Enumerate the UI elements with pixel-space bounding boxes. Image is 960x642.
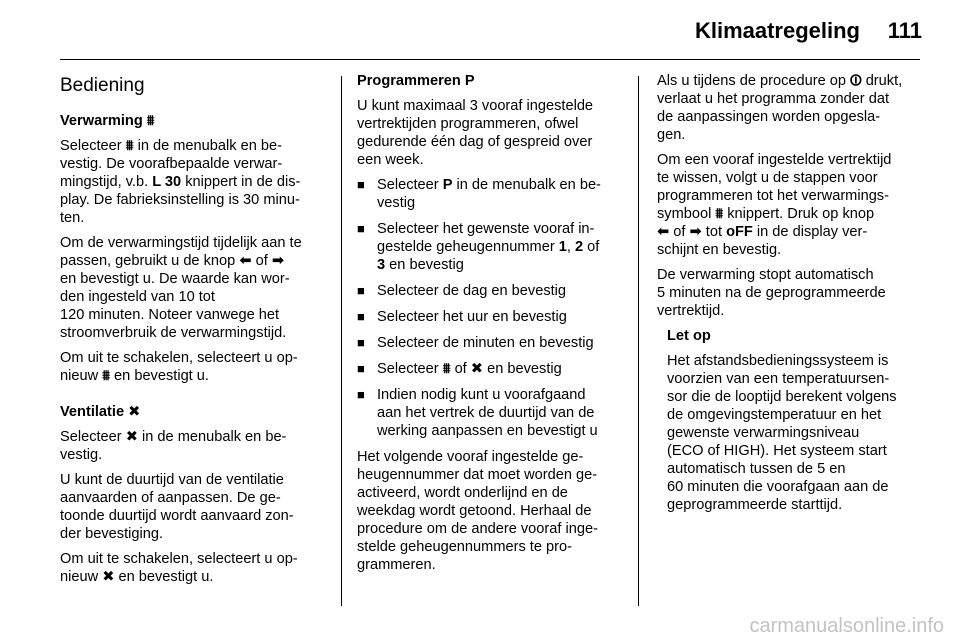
heat-icon: ⩩	[715, 206, 724, 222]
programming-intro: U kunt maximaal 3 vooraf ingestelde vertrektijden programmeren, ofwel gedurende één dag of gespreid over een week.	[357, 98, 594, 168]
column-divider-2	[638, 76, 639, 606]
heat-icon: ⩩	[442, 361, 451, 377]
display-code: oFF	[726, 224, 753, 240]
note-heading: Let op	[667, 328, 711, 344]
fan-icon: ✖	[128, 404, 141, 420]
list-item: ■ Selecteer het gewenste vooraf in- gestelde geheugennummer 1, 2 of 3 en bevestig	[357, 220, 629, 274]
programming-paragraph-2: Het volgende vooraf ingestelde ge- heugennummer dat moet worden ge- activeerd, wordt onderlijnd en de weekdag wordt getoond. Herhaal de procedure om de andere vooraf inge- stelde geheugennummers te pro- grammeren.	[357, 449, 598, 573]
note-box	[657, 327, 927, 514]
fan-icon: ✖	[102, 569, 115, 585]
heat-icon: ⩩	[102, 368, 110, 384]
heating-paragraph-2: Om de verwarmingstijd tijdelijk aan te passen, gebruikt u de knop ⬅ of ➡ en bevestigt u. De waarde kan wor- den ingesteld van 10 tot 120 minuten. Noteer vanwege het stroomverbruik de verwarmingstijd.	[60, 235, 302, 341]
page-number: 111	[887, 18, 922, 43]
list-item: ■ Selecteer ⩩ of ✖ en bevestig	[357, 360, 629, 378]
section-heading: Bediening	[60, 75, 145, 96]
heat-icon: ⩩	[146, 113, 155, 129]
list-item: ■ Selecteer P in de menubalk en be- vestig	[357, 176, 629, 212]
display-code: L 30	[152, 174, 182, 190]
column-3	[657, 72, 927, 521]
watermark: carmanualsonline.info	[749, 615, 944, 637]
programming-steps	[357, 176, 629, 440]
arrow-right-icon: ➡	[271, 253, 285, 269]
list-item: ■ Selecteer het uur en bevestig	[357, 308, 629, 326]
page-title: Klimaatregeling	[694, 18, 860, 43]
col3-paragraph-1: Als u tijdens de procedure op ⏼ drukt, verlaat u het programma zonder dat de aanpassingen worden opgesla- gen.	[657, 73, 903, 143]
column-divider-1	[341, 76, 342, 606]
ventilation-heading: Ventilatie ✖	[60, 404, 141, 420]
ventilation-paragraph-3: Om uit te schakelen, selecteert u op- nieuw ✖ en bevestigt u.	[60, 551, 298, 585]
column-1	[60, 72, 330, 593]
programming-heading: Programmeren P	[357, 73, 475, 89]
note-text: Het afstandsbedieningssysteem is voorzien van een temperatuursen- sor die de looptijd berekent volgens de omgevingstemperatuur en het gewenste verwarmingsniveau (ECO of HIGH). Het systeem start automatisch tussen de 5 en 60 minuten die voorafgaan aan de geprogrammeerde starttijd.	[667, 353, 897, 513]
fan-icon: ✖	[470, 361, 484, 377]
power-icon: ⏼	[850, 73, 862, 89]
list-item: ■ Selecteer de dag en bevestig	[357, 282, 629, 300]
fan-icon: ✖	[125, 429, 138, 445]
heating-paragraph-1: Selecteer ⩩ in de menubalk en be- vestig. De voorafbepaalde verwar- mingstijd, v.b. L 30 knippert in de dis- play. De fabrieksinstelling is 30 minu- ten.	[60, 138, 301, 226]
ventilation-paragraph-1: Selecteer ✖ in de menubalk en be- vestig.	[60, 429, 287, 463]
ventilation-paragraph-2: U kunt de duurtijd van de ventilatie aanvaarden of aanpassen. De ge- toonde duurtijd wordt aanvaard zon- der bevestiging.	[60, 472, 294, 542]
header-divider	[60, 59, 920, 60]
arrow-right-icon: ➡	[689, 224, 702, 240]
list-item: ■ Selecteer de minuten en bevestig	[357, 334, 629, 352]
col3-paragraph-3: De verwarming stopt automatisch 5 minuten na de geprogrammeerde vertrektijd.	[657, 267, 886, 319]
col3-paragraph-2: Om een vooraf ingestelde vertrektijd te wissen, volgt u de stappen voor programmeren tot het verwarmings- symbool ⩩ knippert. Druk op knop ⬅ of ➡ tot oFF in de display ver- schijnt en bevestig.	[657, 152, 892, 258]
column-2	[357, 72, 629, 581]
arrow-left-icon: ⬅	[657, 224, 670, 240]
heating-paragraph-3: Om uit te schakelen, selecteert u op- nieuw ⩩ en bevestigt u.	[60, 350, 298, 384]
list-item: ■ Indien nodig kunt u voorafgaand aan het vertrek de duurtijd van de werking aanpassen en bevestigt u	[357, 386, 629, 440]
heat-icon: ⩩	[125, 138, 134, 154]
heating-heading: Verwarming ⩩	[60, 113, 155, 129]
arrow-left-icon: ⬅	[239, 253, 252, 269]
